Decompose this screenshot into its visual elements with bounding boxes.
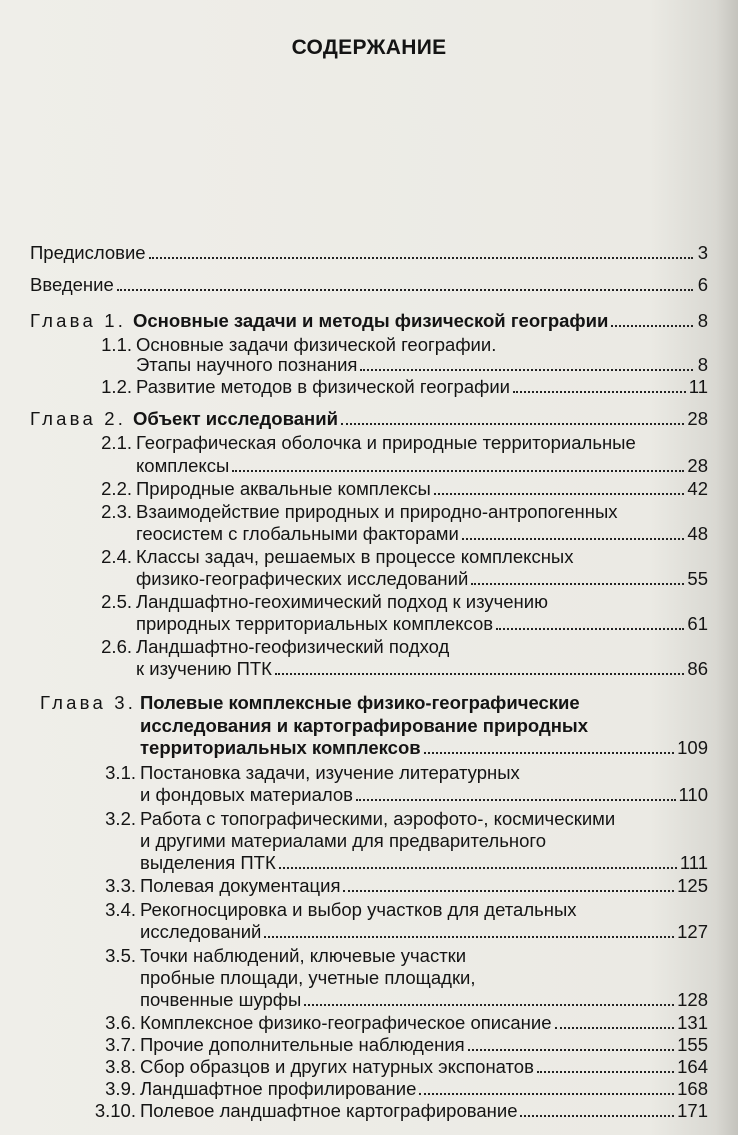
section-number: 3.3. xyxy=(105,875,136,896)
section-number: 3.9. xyxy=(105,1078,136,1099)
toc-page-number: 168 xyxy=(677,1078,708,1099)
toc-chapter-2[interactable] xyxy=(30,404,708,430)
toc-entry-text: и другими материалами для предварительного xyxy=(140,830,546,851)
toc-entry-text: Ландшафтное профилирование xyxy=(140,1078,417,1099)
leader-dots xyxy=(117,289,693,291)
toc-entry-text: физико-географических исследований xyxy=(136,568,469,589)
leader-dots xyxy=(520,1115,674,1117)
section-number: 2.4. xyxy=(101,546,132,567)
leader-dots xyxy=(555,1027,675,1029)
leader-dots xyxy=(419,1093,674,1095)
section-number: 2.6. xyxy=(101,636,132,657)
toc-entry-text: Ландшафтно-геофизический подход xyxy=(136,636,450,657)
section-number: 3.10. xyxy=(94,1100,136,1121)
leader-dots xyxy=(360,369,693,371)
toc-page-number: 111 xyxy=(679,852,708,873)
toc-page-number: 125 xyxy=(677,875,708,896)
toc-entry-text: Предисловие xyxy=(30,242,146,263)
toc-page-number: 28 xyxy=(687,408,708,429)
section-number: 3.1. xyxy=(105,762,136,783)
toc-entry-text: к изучению ПТК xyxy=(136,658,272,679)
section-number: 3.5. xyxy=(105,945,136,966)
toc-page-number: 171 xyxy=(677,1100,708,1121)
leader-dots xyxy=(275,673,684,675)
toc-entry-text: Прочие дополнительные наблюдения xyxy=(140,1034,465,1055)
toc-entry-introduction[interactable] xyxy=(30,270,708,296)
toc-page-number: 128 xyxy=(677,989,708,1010)
leader-dots xyxy=(356,799,676,801)
section-number: 3.7. xyxy=(105,1034,136,1055)
section-number: 3.4. xyxy=(105,899,136,920)
chapter-label: Глава 2. xyxy=(30,408,127,429)
leader-dots xyxy=(462,538,685,540)
toc-entry-text: Этапы научного познания xyxy=(136,354,358,375)
leader-dots xyxy=(468,1049,674,1051)
toc-entry-text: Объект исследований xyxy=(133,408,338,429)
toc-entry-text: Основные задачи физической географии. xyxy=(136,334,497,355)
toc-entry-text: Классы задач, решаемых в процессе комплексных xyxy=(136,546,574,567)
toc-entry-text: пробные площади, учетные площадки, xyxy=(140,967,476,988)
section-number: 3.8. xyxy=(105,1056,136,1077)
toc-entry-text: территориальных комплексов xyxy=(140,737,421,758)
toc-page-number: 127 xyxy=(677,921,708,942)
toc-section-3-1-cont[interactable] xyxy=(140,780,708,806)
toc-section-3-4-cont[interactable] xyxy=(140,917,708,943)
toc-entry-text: Постановка задачи, изучение литературных xyxy=(140,762,520,783)
toc-page-number: 6 xyxy=(697,274,708,295)
toc-entry-text: исследования и картографирование природных xyxy=(140,715,588,736)
toc-page-number: 8 xyxy=(697,354,708,375)
page-title: СОДЕРЖАНИЕ xyxy=(291,36,447,59)
toc-section-3-10[interactable] xyxy=(90,1096,708,1122)
toc-section-2-6-cont[interactable] xyxy=(136,654,708,680)
section-number: 2.2. xyxy=(101,478,132,499)
leader-dots xyxy=(471,583,684,585)
toc-entry-text: Комплексное физико-географическое описание xyxy=(140,1012,552,1033)
toc-page-number: 164 xyxy=(677,1056,708,1077)
section-number: 2.3. xyxy=(101,501,132,522)
toc-entry-text: Природные аквальные комплексы xyxy=(136,478,431,499)
toc-entry-text: Сбор образцов и других натурных экспонатов xyxy=(140,1056,534,1077)
toc-section-3-3[interactable] xyxy=(94,871,708,897)
toc-entry-preface[interactable] xyxy=(30,238,708,264)
toc-page-number: 28 xyxy=(687,455,708,476)
leader-dots xyxy=(341,423,684,425)
toc-entry-text: Рекогносцировка и выбор участков для детальных xyxy=(140,899,577,920)
toc-entry-text: Взаимодействие природных и природно-антропогенных xyxy=(136,501,618,522)
toc-entry-text: исследований xyxy=(140,921,262,942)
toc-entry-text: Ландшафтно-геохимический подход к изучению xyxy=(136,591,548,612)
section-number: 3.2. xyxy=(105,808,136,829)
toc-chapter-1[interactable] xyxy=(30,306,708,332)
toc-page-number: 8 xyxy=(697,310,708,331)
toc-entry-text: природных территориальных комплексов xyxy=(136,613,494,634)
toc-chapter-3-cont-2[interactable] xyxy=(140,733,708,759)
toc-entry-text: Работа с топографическими, аэрофото-, космическими xyxy=(140,808,616,829)
toc-entry-text: Полевая документация xyxy=(140,875,341,896)
leader-dots xyxy=(149,257,693,259)
section-number: 1.2. xyxy=(101,376,132,397)
toc-entry-text: Введение xyxy=(30,274,114,295)
leader-dots xyxy=(304,1004,674,1006)
section-number: 2.5. xyxy=(101,591,132,612)
leader-dots xyxy=(343,890,674,892)
toc-entry-text: Полевые комплексные физико-географические xyxy=(140,692,580,713)
toc-entry-text: Точки наблюдений, ключевые участки xyxy=(140,945,467,966)
leader-dots xyxy=(232,470,684,472)
toc-entry-text: Географическая оболочка и природные территориальные xyxy=(136,432,636,453)
toc-entry-text: почвенные шурфы xyxy=(140,989,302,1010)
section-number: 3.6. xyxy=(105,1012,136,1033)
toc-page-number: 110 xyxy=(678,784,708,805)
toc-page-number: 55 xyxy=(687,568,708,589)
toc-entry-text: комплексы xyxy=(136,455,230,476)
toc-entry-text: Основные задачи и методы физической географии xyxy=(133,310,609,331)
toc-entry-text: Полевое ландшафтное картографирование xyxy=(140,1100,518,1121)
leader-dots xyxy=(424,752,674,754)
section-number: 2.1. xyxy=(101,432,132,453)
toc-page-number: 109 xyxy=(677,737,708,758)
toc-page-number: 86 xyxy=(687,658,708,679)
leader-dots xyxy=(434,493,685,495)
leader-dots xyxy=(513,391,686,393)
leader-dots xyxy=(279,867,677,869)
leader-dots xyxy=(264,936,674,938)
toc-page-number: 3 xyxy=(697,242,708,263)
toc-entry-text: Развитие методов в физической географии xyxy=(136,376,510,397)
leader-dots xyxy=(496,628,684,630)
leader-dots xyxy=(611,325,693,327)
toc-page-number: 42 xyxy=(687,478,708,499)
toc-page-number: 11 xyxy=(688,376,708,397)
toc-entry-text: выделения ПТК xyxy=(140,852,276,873)
toc-page-number: 61 xyxy=(687,613,708,634)
toc-entry-text: и фондовых материалов xyxy=(140,784,353,805)
toc-page-number: 48 xyxy=(687,523,708,544)
toc-entry-text: геосистем с глобальными факторами xyxy=(136,523,459,544)
toc-page-number: 155 xyxy=(677,1034,708,1055)
leader-dots xyxy=(537,1071,674,1073)
toc-page-number: 131 xyxy=(677,1012,708,1033)
section-number: 1.1. xyxy=(101,334,132,355)
chapter-label: Глава 1. xyxy=(30,310,127,331)
toc-section-1-2[interactable] xyxy=(94,372,708,398)
chapter-label: Глава 3. xyxy=(40,692,137,713)
